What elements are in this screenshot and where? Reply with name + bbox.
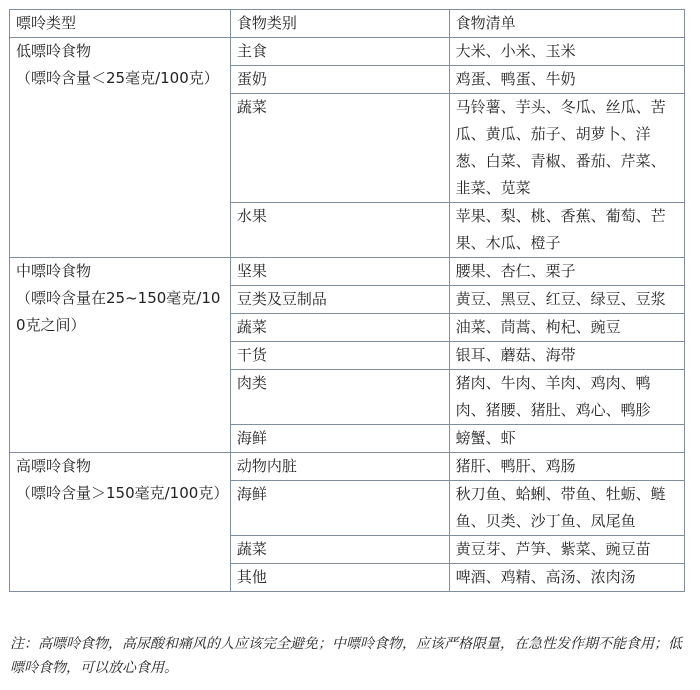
food-list-cell: 猪肝、鸭肝、鸡肠 (449, 453, 684, 481)
category-cell: 主食 (230, 38, 449, 66)
food-list-cell: 苹果、梨、桃、香蕉、葡萄、芒果、木瓜、橙子 (449, 203, 684, 258)
group-high-cell (10, 453, 231, 592)
group-high-name: 高嘌呤食物 (16, 457, 92, 475)
food-list-cell: 大米、小米、玉米 (449, 38, 684, 66)
food-list-cell: 啤酒、鸡精、高汤、浓肉汤 (449, 564, 684, 592)
food-list-cell: 秋刀鱼、蛤蜊、带鱼、牡蛎、鲢鱼、贝类、沙丁鱼、凤尾鱼 (449, 481, 684, 536)
food-list-cell: 猪肉、牛肉、羊肉、鸡肉、鸭肉、猪腰、猪肚、鸡心、鸭胗 (449, 370, 684, 425)
table-row (10, 258, 685, 286)
category-cell: 蔬菜 (230, 94, 449, 203)
footnote: 注：高嘌呤食物，高尿酸和痛风的人应该完全避免；中嘌呤食物，应该严格限量，在急性发作期不能食用；低嘌呤食物，可以放心食用。 (10, 636, 682, 676)
category-cell: 坚果 (230, 258, 449, 286)
food-list-cell: 鸡蛋、鸭蛋、牛奶 (449, 66, 684, 94)
header-purine-type: 嘌呤类型 (10, 10, 231, 38)
category-cell: 动物内脏 (230, 453, 449, 481)
food-list-cell: 马铃薯、芋头、冬瓜、丝瓜、苦瓜、黄瓜、茄子、胡萝卜、洋葱、白菜、青椒、番茄、芹菜、韭菜、苋菜 (449, 94, 684, 203)
group-medium-name: 中嘌呤食物 (16, 262, 92, 280)
table-header-row (10, 10, 685, 38)
group-medium-cell (10, 258, 231, 453)
category-cell: 豆类及豆制品 (230, 286, 449, 314)
header-food-list: 食物清单 (449, 10, 684, 38)
category-cell: 海鲜 (230, 481, 449, 536)
group-low-cell (10, 38, 231, 258)
food-list-cell: 腰果、杏仁、栗子 (449, 258, 684, 286)
table-row (10, 38, 685, 66)
purine-food-table-container (9, 9, 685, 592)
category-cell: 蛋奶 (230, 66, 449, 94)
header-food-category: 食物类别 (230, 10, 449, 38)
food-list-cell: 银耳、蘑菇、海带 (449, 342, 684, 370)
food-list-cell: 螃蟹、虾 (449, 425, 684, 453)
category-cell: 干货 (230, 342, 449, 370)
group-medium-range: （嘌呤含量在25~150毫克/100克之间） (16, 289, 221, 334)
group-low-range: （嘌呤含量＜25毫克/100克） (16, 69, 219, 87)
group-high-range: （嘌呤含量＞150毫克/100克） (16, 484, 229, 502)
category-cell: 蔬菜 (230, 536, 449, 564)
food-list-cell: 油菜、茼蒿、枸杞、豌豆 (449, 314, 684, 342)
category-cell: 海鲜 (230, 425, 449, 453)
category-cell: 水果 (230, 203, 449, 258)
group-low-name: 低嘌呤食物 (16, 42, 92, 60)
purine-food-table (9, 9, 685, 592)
category-cell: 其他 (230, 564, 449, 592)
table-row (10, 453, 685, 481)
food-list-cell: 黄豆芽、芦笋、紫菜、豌豆苗 (449, 536, 684, 564)
category-cell: 蔬菜 (230, 314, 449, 342)
category-cell: 肉类 (230, 370, 449, 425)
food-list-cell: 黄豆、黑豆、红豆、绿豆、豆浆 (449, 286, 684, 314)
